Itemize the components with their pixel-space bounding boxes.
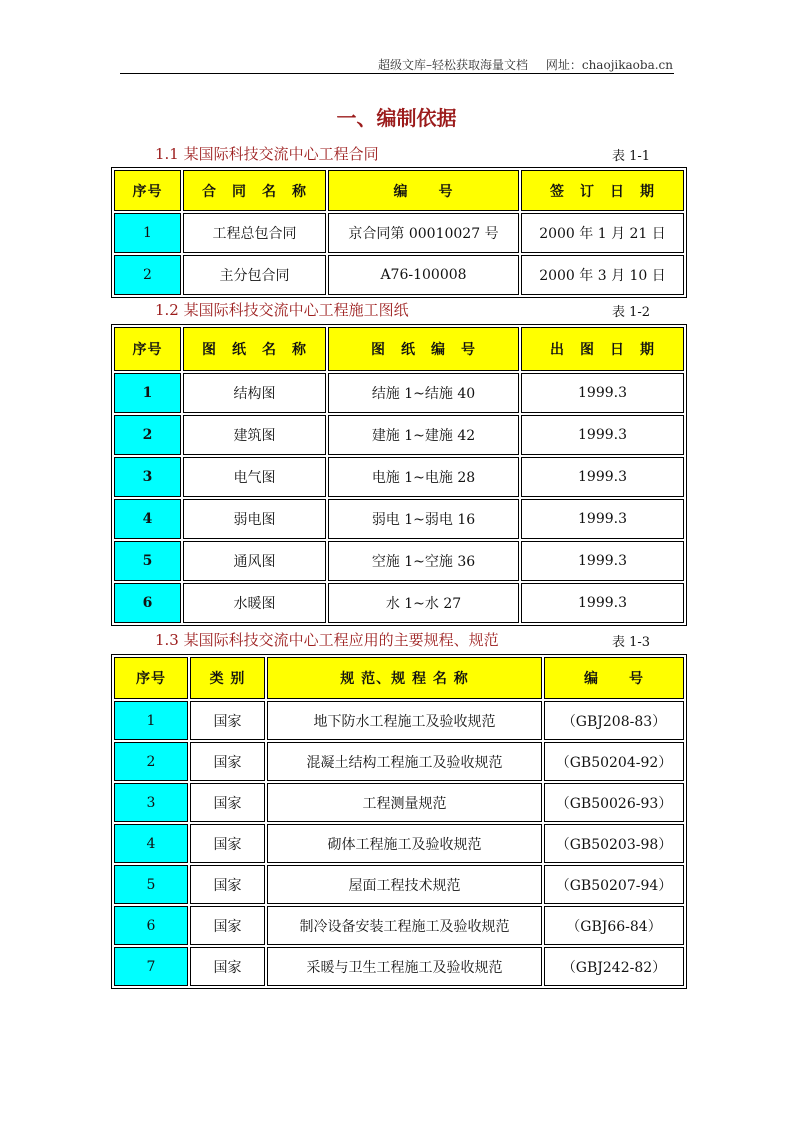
table-cell: 主分包合同	[183, 255, 326, 295]
table-cell: （GB50204-92）	[544, 742, 684, 781]
table-row	[114, 213, 684, 253]
row-number: 5	[114, 541, 181, 581]
row-number: 1	[114, 213, 181, 253]
table-cell: 水 1~水 27	[328, 583, 519, 623]
table-header-row	[114, 327, 684, 371]
section-heading: 1.1 某国际科技交流中心工程合同	[155, 145, 379, 163]
table-row	[114, 783, 684, 822]
row-number: 2	[114, 255, 181, 295]
table-row	[114, 541, 684, 581]
table-cell: （GBJ66-84）	[544, 906, 684, 945]
drawings-table	[111, 324, 687, 626]
column-header: 类 别	[190, 657, 265, 699]
table-cell: 通风图	[183, 541, 326, 581]
table-cell: （GBJ242-82）	[544, 947, 684, 986]
table-cell: 工程测量规范	[267, 783, 542, 822]
table-cell: 采暖与卫生工程施工及验收规范	[267, 947, 542, 986]
table-row	[114, 742, 684, 781]
table-cell: 1999.3	[521, 373, 684, 413]
column-header: 序号	[114, 327, 181, 371]
row-number: 2	[114, 742, 188, 781]
table-cell: 地下防水工程施工及验收规范	[267, 701, 542, 740]
table-row	[114, 373, 684, 413]
row-number: 3	[114, 457, 181, 497]
column-header: 编 号	[328, 170, 519, 211]
column-header: 签 订 日 期	[521, 170, 684, 211]
table-number: 表 1-2	[612, 305, 651, 320]
table-cell: （GB50026-93）	[544, 783, 684, 822]
table-cell: 工程总包合同	[183, 213, 326, 253]
section-heading: 1.3 某国际科技交流中心工程应用的主要规程、规范	[155, 631, 499, 649]
page-title: 一、编制依据	[336, 106, 457, 130]
table-cell: 弱电图	[183, 499, 326, 539]
page-header	[364, 56, 673, 73]
table-cell: 电施 1~电施 28	[328, 457, 519, 497]
table-cell: 混凝土结构工程施工及验收规范	[267, 742, 542, 781]
table-cell: 2000 年 1 月 21 日	[521, 213, 684, 253]
table-cell: 国家	[190, 947, 265, 986]
table-cell: 结构图	[183, 373, 326, 413]
column-header: 序号	[114, 657, 188, 699]
table-cell: 弱电 1~弱电 16	[328, 499, 519, 539]
row-number: 1	[114, 373, 181, 413]
column-header: 合 同 名 称	[183, 170, 326, 211]
header-site: 超级文库–轻松获取海量文档	[378, 58, 529, 72]
row-number: 3	[114, 783, 188, 822]
table-cell: 屋面工程技术规范	[267, 865, 542, 904]
row-number: 6	[114, 583, 181, 623]
column-header: 出 图 日 期	[521, 327, 684, 371]
column-header: 编 号	[544, 657, 684, 699]
table-row	[114, 255, 684, 295]
column-header: 规 范、规 程 名 称	[267, 657, 542, 699]
table-cell: 2000 年 3 月 10 日	[521, 255, 684, 295]
table-cell: 国家	[190, 824, 265, 863]
table-cell: 国家	[190, 865, 265, 904]
table-cell: （GB50207-94）	[544, 865, 684, 904]
table-cell: 1999.3	[521, 541, 684, 581]
standards-table	[111, 654, 687, 989]
contract-table	[111, 167, 687, 298]
table-cell: 砌体工程施工及验收规范	[267, 824, 542, 863]
table-cell: 1999.3	[521, 457, 684, 497]
table-number: 表 1-1	[612, 149, 651, 164]
table-cell: 水暖图	[183, 583, 326, 623]
table-cell: 结施 1~结施 40	[328, 373, 519, 413]
table-row	[114, 824, 684, 863]
table-cell: 空施 1~空施 36	[328, 541, 519, 581]
table-row	[114, 947, 684, 986]
table-row	[114, 499, 684, 539]
table-cell: 国家	[190, 701, 265, 740]
column-header: 序号	[114, 170, 181, 211]
table-number: 表 1-3	[612, 635, 651, 650]
table-cell: 国家	[190, 906, 265, 945]
column-header: 图 纸 名 称	[183, 327, 326, 371]
row-number: 7	[114, 947, 188, 986]
row-number: 6	[114, 906, 188, 945]
table-header-row	[114, 657, 684, 699]
row-number: 4	[114, 499, 181, 539]
table-row	[114, 906, 684, 945]
row-number: 1	[114, 701, 188, 740]
table-row	[114, 415, 684, 455]
header-url: 网址：chaojikaoba.cn	[545, 58, 673, 72]
table-row	[114, 865, 684, 904]
table-cell: 1999.3	[521, 499, 684, 539]
table-cell: 建筑图	[183, 415, 326, 455]
table-cell: 建施 1~建施 42	[328, 415, 519, 455]
table-row	[114, 701, 684, 740]
table-cell: 1999.3	[521, 415, 684, 455]
row-number: 2	[114, 415, 181, 455]
table-cell: A76-100008	[328, 255, 519, 295]
row-number: 5	[114, 865, 188, 904]
table-row	[114, 457, 684, 497]
table-cell: （GB50203-98）	[544, 824, 684, 863]
column-header: 图 纸 编 号	[328, 327, 519, 371]
table-cell: 国家	[190, 783, 265, 822]
header-divider	[120, 73, 674, 74]
row-number: 4	[114, 824, 188, 863]
table-cell: 1999.3	[521, 583, 684, 623]
table-row	[114, 583, 684, 623]
section-heading: 1.2 某国际科技交流中心工程施工图纸	[155, 301, 409, 319]
table-cell: （GBJ208-83）	[544, 701, 684, 740]
table-header-row	[114, 170, 684, 211]
table-cell: 国家	[190, 742, 265, 781]
table-cell: 制冷设备安装工程施工及验收规范	[267, 906, 542, 945]
table-cell: 电气图	[183, 457, 326, 497]
table-cell: 京合同第 00010027 号	[328, 213, 519, 253]
